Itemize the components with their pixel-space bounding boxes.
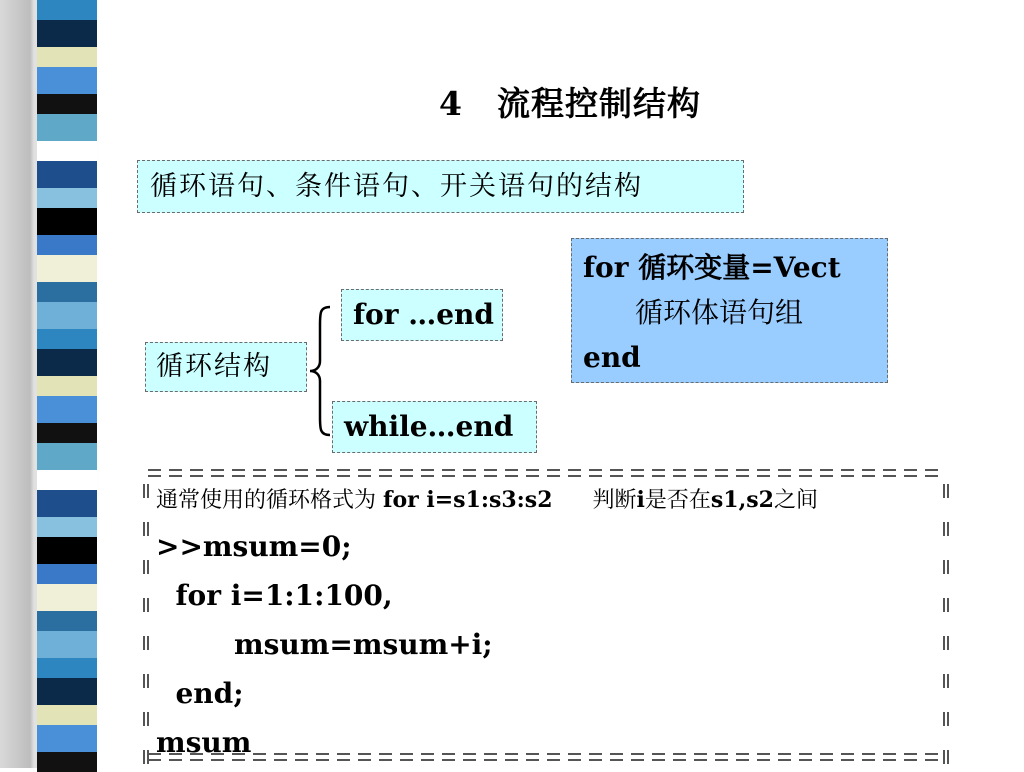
for-syntax-line-2: 循环体语句组 <box>635 296 804 329</box>
slide-title: 4 流程控制结构 <box>439 84 701 123</box>
for-syntax-line-1: for 循环变量=Vect <box>583 251 841 284</box>
for-syntax-box <box>571 238 888 383</box>
code-line-3: msum=msum+i; <box>156 628 493 661</box>
for-syntax-line-3: end <box>583 341 641 374</box>
code-line-2: for i=1:1:100, <box>156 579 393 612</box>
for-end-box: for …end <box>341 289 503 341</box>
loop-structure-label: 循环结构 <box>145 342 307 392</box>
code-block <box>156 478 946 767</box>
while-end-box: while…end <box>332 401 537 453</box>
code-note: 通常使用的循环格式为 for i=s1:s3:s2 判断i是否在s1,s2之间 <box>156 487 818 513</box>
curly-brace <box>308 305 334 437</box>
code-line-4: end; <box>156 677 244 710</box>
topic-box: 循环语句、条件语句、开关语句的结构 <box>137 160 744 213</box>
code-line-5: msum <box>156 726 252 759</box>
code-line-1: >>msum=0; <box>156 530 352 563</box>
